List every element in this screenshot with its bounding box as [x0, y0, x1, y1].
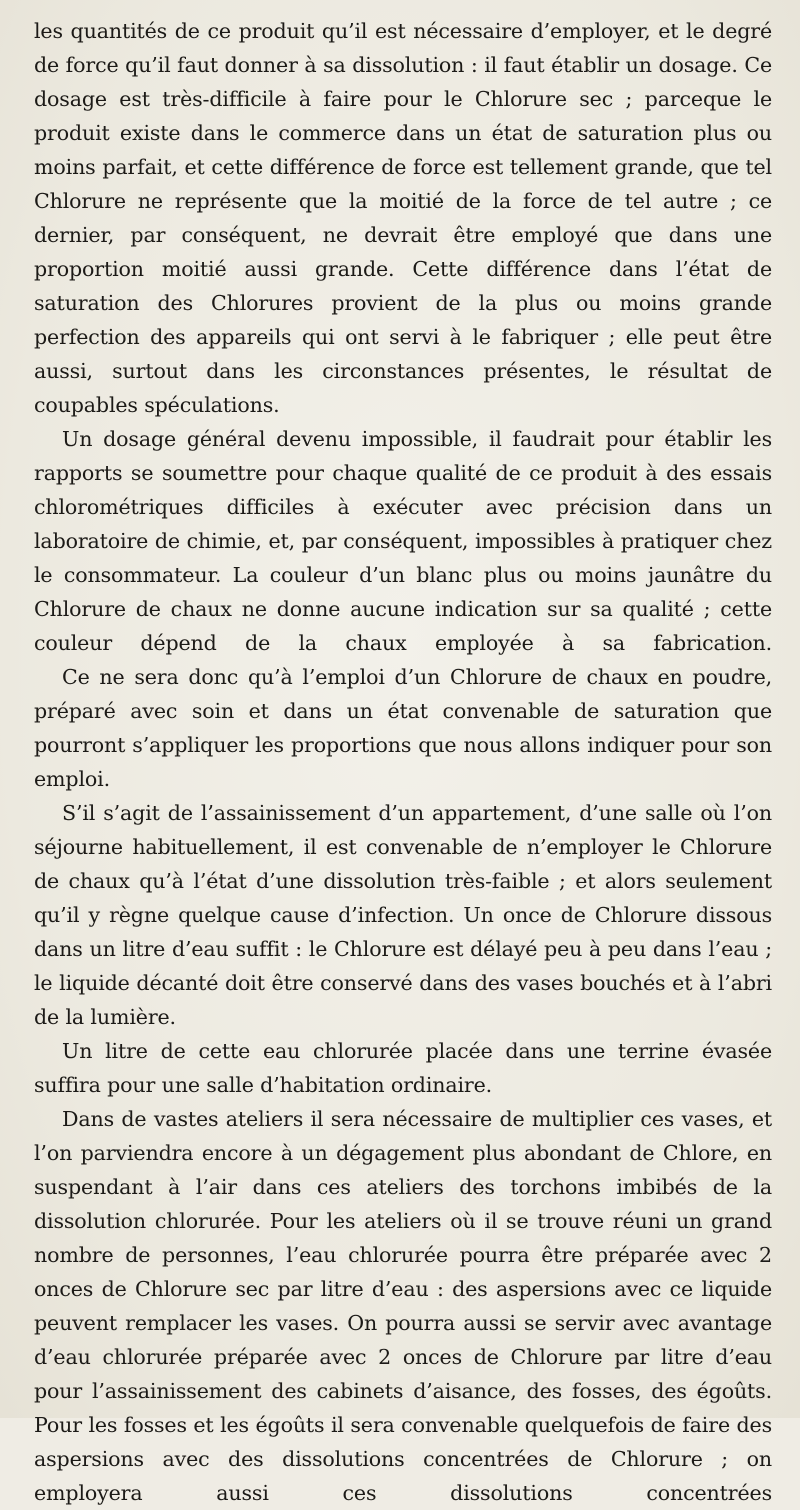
paragraph-general-dosage: Un dosage général devenu impossible, il faudrait pour établir les rapports se soumettre pour chaque qualité de ce produit à des essais chlorométriques difficiles à exécuter avec précision dans un laboratoire de chimie, et, par conséquent, impossibles à pratiquer chez le consommateur. La couleur d’un blanc plus ou moins jaunâtre du Chlorure de chaux ne donne aucune indication sur sa qualité ; cette couleur dépend de la chaux employée à sa fabrication.: [34, 427, 772, 655]
paragraph-litre-terrine: Un litre de cette eau chlorurée placée dans une terrine évasée suffira pour une salle d’habitation ordinaire.: [34, 1039, 772, 1097]
paragraph-workshops: Dans de vastes ateliers il sera nécessaire de multiplier ces vases, et l’on parviendra encore à un dégagement plus abondant de Chlore, en suspendant à l’air dans ces ateliers des torchons imbibés de la dissolution chlorurée. Pour les ateliers où il se trouve réuni un grand nombre de personnes, l’eau chlorurée pourra être préparée avec 2 onces de Chlorure sec par litre d’eau : des aspersions avec ce liquide peuvent remplacer les vases. On pourra aussi se servir avec avantage d’eau chlorurée préparée avec 2 onces de Chlorure par litre d’eau pour l’assainissement des cabinets d’aisance, des fosses, des égoûts. Pour les fosses et les égoûts il sera convenable quelquefois de faire des aspersions avec des dissolutions concentrées de Chlorure ; on employera aussi ces dissolutions concentrées: [34, 1107, 772, 1505]
body-text: [34, 14, 772, 1510]
paragraph-apartment: S’il s’agit de l’assainissement d’un appartement, d’une salle où l’on séjourne habituellement, il est convenable de n’employer le Chlorure de chaux qu’à l’état d’une dissolution très-faible ; et alors seulement qu’il y règne quelque cause d’infection. Un once de Chlorure dissous dans un litre d’eau suffit : le Chlorure est délayé peu à peu dans l’eau ; le liquide décanté doit être conservé dans des vases bouchés et à l’abri de la lumière.: [34, 801, 772, 1029]
paragraph-dosage: les quantités de ce produit qu’il est nécessaire d’employer, et le degré de force qu’il faut donner à sa dissolution : il faut établir un dosage. Ce dosage est très-difficile à faire pour le Chlorure sec ; parceque le produit existe dans le commerce dans un état de saturation plus ou moins parfait, et cette différence de force est tellement grande, que tel Chlorure ne représente que la moitié de la force de tel autre ; ce dernier, par conséquent, ne devrait être employé que dans une proportion moitié aussi grande. Cette différence dans l’état de saturation des Chlorures provient de la plus ou moins grande perfection des appareils qui ont servi à le fabriquer ; elle peut être aussi, surtout dans les circonstances présentes, le résultat de coupables spéculations.: [34, 19, 772, 417]
paragraph-powder-chloride: Ce ne sera donc qu’à l’emploi d’un Chlorure de chaux en poudre, préparé avec soin et dans un état convenable de saturation que pourront s’appliquer les proportions que nous allons indiquer pour son emploi.: [34, 665, 772, 791]
